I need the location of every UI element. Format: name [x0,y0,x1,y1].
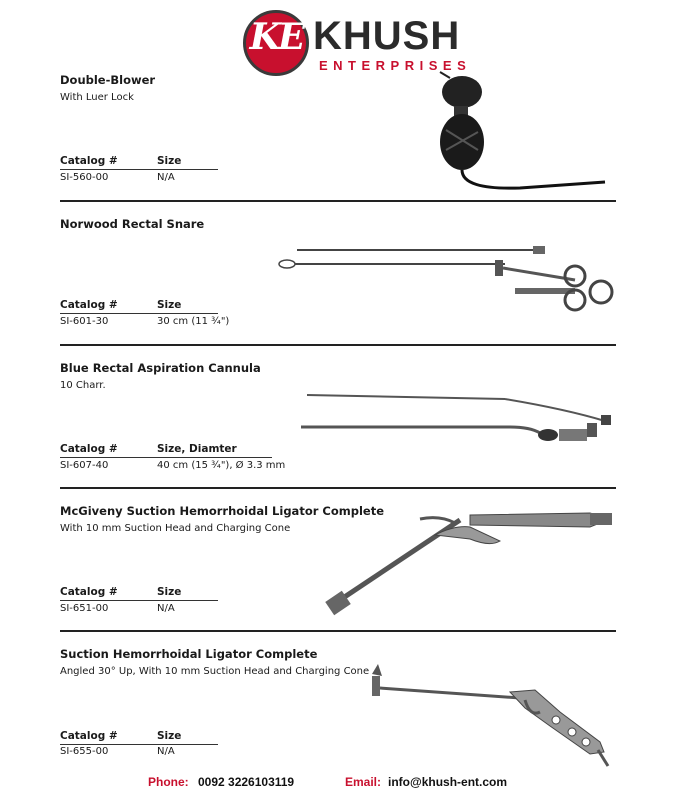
size-value: 40 cm (15 ¾"), Ø 3.3 mm [157,460,286,471]
email-label: Email: [345,775,382,789]
logo-monogram: KE [249,16,303,58]
size-header: Size [157,299,182,311]
section-divider [60,630,616,632]
double-blower-image [370,70,630,200]
product-subtitle: With Luer Lock [60,92,134,103]
product-subtitle: Angled 30° Up, With 10 mm Suction Head and Charging Cone [60,666,370,677]
catalog-header: Catalog # [60,155,118,167]
product-subtitle: 10 Charr. [60,380,106,391]
size-value: N/A [157,746,175,757]
size-header: Size [157,730,182,742]
section-divider [60,200,616,202]
size-header: Size [157,155,182,167]
header-rule [60,457,272,458]
catalog-number: SI-601-30 [60,316,109,327]
catalog-header: Catalog # [60,730,118,742]
product-title: Suction Hemorrhoidal Ligator Complete [60,647,318,661]
header-rule [60,744,218,745]
size-value: 30 cm (11 ¾") [157,316,230,327]
section-divider [60,487,616,489]
product-subtitle: With 10 mm Suction Head and Charging Cone [60,523,291,534]
product-title: Blue Rectal Aspiration Cannula [60,361,261,375]
logo-tagline: ENTERPRISES [319,58,472,73]
catalog-number: SI-607-40 [60,460,109,471]
catalog-number: SI-560-00 [60,172,109,183]
product-title: McGiveny Suction Hemorrhoidal Ligator Complete [60,504,384,518]
product-title: Norwood Rectal Snare [60,217,205,231]
catalog-header: Catalog # [60,586,118,598]
catalog-number: SI-655-00 [60,746,109,757]
logo-name: KHUSH [313,14,461,58]
rectal-snare-image [275,238,625,318]
size-header: Size [157,586,182,598]
phone-label: Phone: [148,775,189,789]
header-rule [60,169,218,170]
header-rule [60,313,218,314]
phone-number[interactable]: 0092 3226103119 [198,775,295,789]
size-value: N/A [157,172,175,183]
size-header: Size, Diamter [157,443,237,455]
suction-ligator-image [360,662,620,772]
catalog-number: SI-651-00 [60,603,109,614]
aspiration-cannula-image [295,385,625,455]
catalog-header: Catalog # [60,299,118,311]
section-divider [60,344,616,346]
mcgiveny-ligator-image [320,505,620,620]
size-value: N/A [157,603,175,614]
product-title: Double-Blower [60,73,156,87]
email-address[interactable]: info@khush-ent.com [388,775,508,789]
catalog-header: Catalog # [60,443,118,455]
header-rule [60,600,218,601]
